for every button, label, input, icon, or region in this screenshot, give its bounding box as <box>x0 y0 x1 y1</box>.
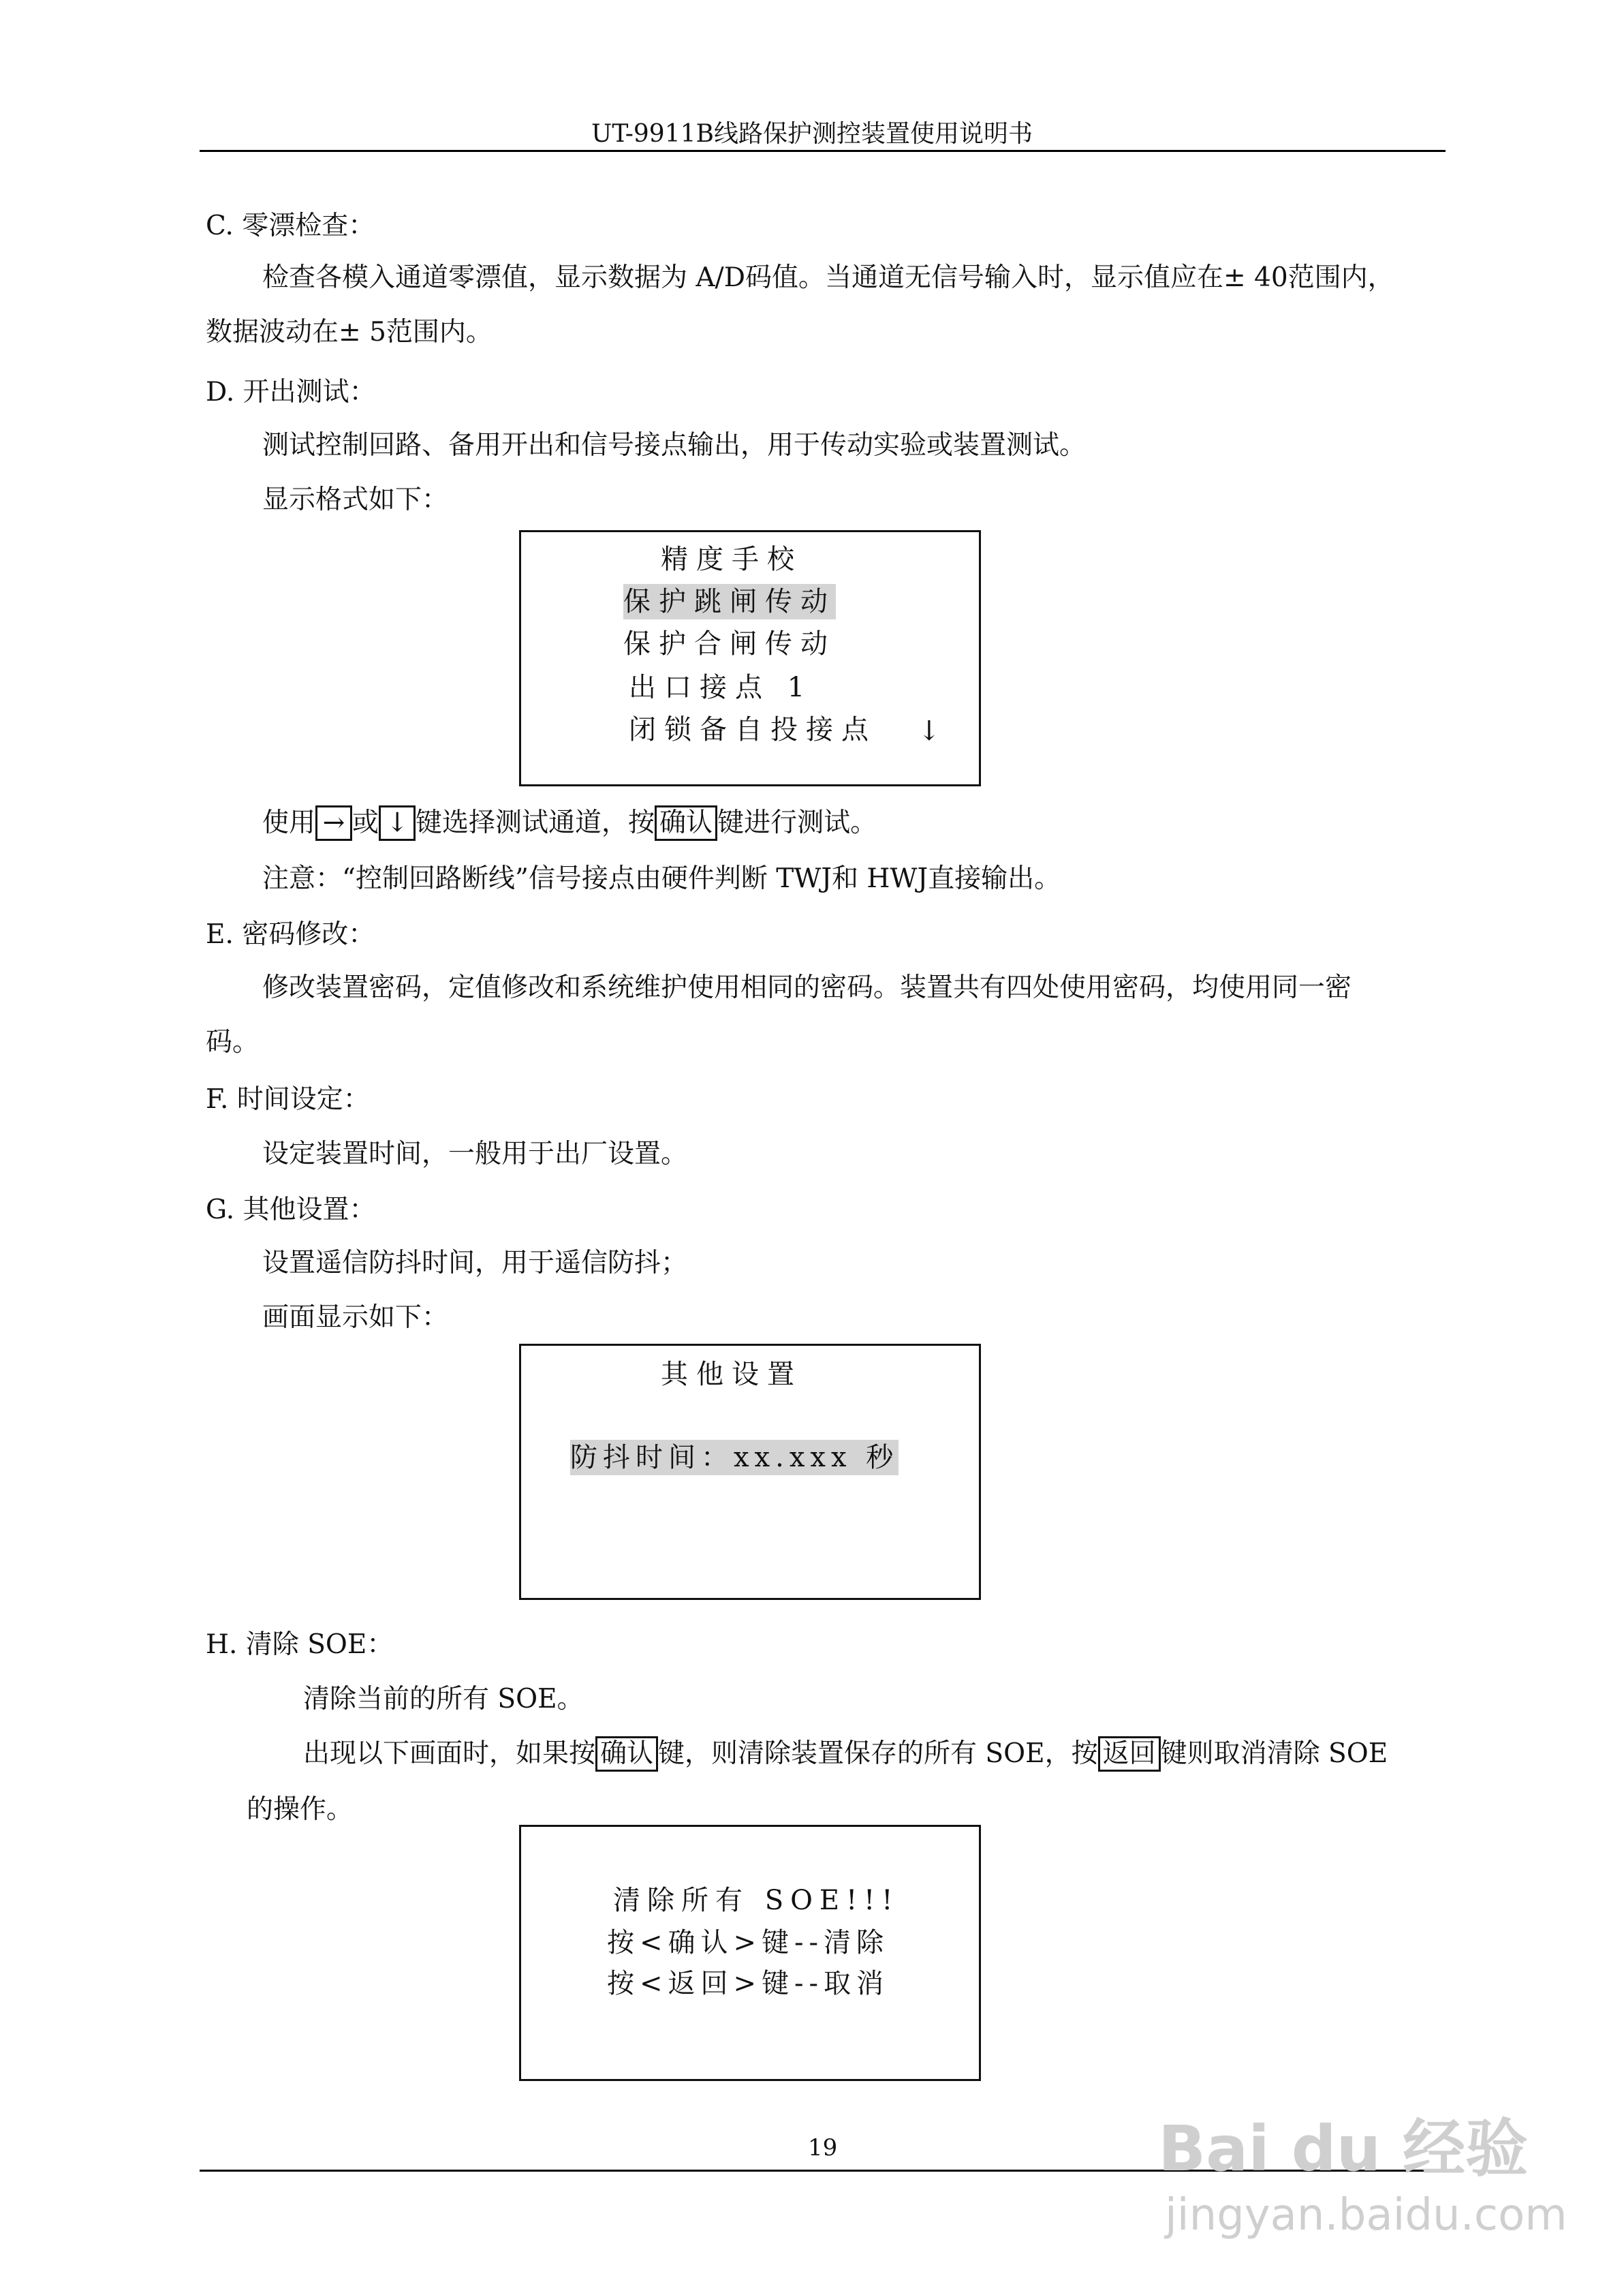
usage-prefix: 使用 <box>262 807 316 838</box>
section-h-para1: 清除当前的所有 SOE。 <box>303 1684 584 1714</box>
section-e-heading: E. 密码修改： <box>206 919 375 950</box>
screen-item-selected[interactable]: 保护跳闸传动 <box>623 584 836 619</box>
section-f-heading: F. 时间设定： <box>206 1084 370 1115</box>
key-back: 返回 <box>1098 1736 1161 1772</box>
section-f-para: 设定装置时间，一般用于出厂设置。 <box>262 1139 688 1169</box>
header-title: UT-9911B线路保护测控装置使用说明书 <box>591 120 1033 148</box>
usage-or: 或 <box>352 807 379 838</box>
usage-mid: 键选择测试通道，按 <box>416 807 655 838</box>
other-settings-screen <box>519 1344 981 1600</box>
section-g-para2: 画面显示如下： <box>262 1302 449 1333</box>
screen-item[interactable]: 保护合闸传动 <box>623 628 836 660</box>
usage-suffix: 键进行测试。 <box>717 807 877 838</box>
section-e-para-line2: 码。 <box>206 1027 260 1058</box>
screen-line-warning: 清除所有 SOE!!! <box>613 1885 900 1916</box>
screen-title: 其他设置 <box>661 1359 802 1390</box>
para2-mid: 键，则清除装置保存的所有 SOE，按 <box>658 1738 1098 1769</box>
screen-item[interactable]: 出口接点 1 <box>629 672 813 703</box>
section-c-para-line1: 检查各模入通道零漂值，显示数据为 A/D码值。当通道无信号输入时，显示值应在± 40范围内， <box>262 262 1394 293</box>
section-h-heading: H. 清除 SOE： <box>206 1629 394 1660</box>
screen-item[interactable]: 闭锁备自投接点 <box>629 714 877 745</box>
para2-prefix: 出现以下画面时，如果按 <box>303 1738 596 1769</box>
key-down-arrow: ↓ <box>379 805 416 841</box>
section-g-para1: 设置遥信防抖时间，用于遥信防抖； <box>262 1248 688 1278</box>
screen-line-confirm: 按<确认>键--清除 <box>607 1927 890 1958</box>
section-d-heading: D. 开出测试： <box>206 377 376 407</box>
section-d-para1: 测试控制回路、备用开出和信号接点输出，用于传动实验或装置测试。 <box>262 430 1087 461</box>
screen-title: 精度手校 <box>661 544 802 575</box>
scroll-down-icon: ↓ <box>918 715 941 747</box>
debounce-time-item[interactable]: 防抖时间：xx.xxx 秒 <box>570 1440 899 1475</box>
section-d-usage <box>262 805 877 841</box>
para2-suffix: 键则取消清除 SOE <box>1160 1738 1388 1769</box>
screen-line-cancel: 按<返回>键--取消 <box>607 1968 890 1999</box>
key-right-arrow: → <box>315 805 352 841</box>
section-h-para2 <box>303 1736 1388 1772</box>
test-output-screen <box>519 530 981 786</box>
key-confirm: 确认 <box>655 805 717 841</box>
section-h-para2-line2: 的操作。 <box>247 1794 354 1825</box>
section-g-heading: G. 其他设置： <box>206 1195 376 1225</box>
section-d-note: 注意：“控制回路断线”信号接点由硬件判断 TWJ和 HWJ直接输出。 <box>262 863 1061 894</box>
header-rule <box>200 150 1446 152</box>
baidu-watermark-logo: Bai du 经验 <box>1158 2112 1529 2185</box>
key-confirm: 确认 <box>595 1736 658 1772</box>
section-d-para2: 显示格式如下： <box>262 484 449 515</box>
section-c-para-line2: 数据波动在± 5范围内。 <box>206 317 493 348</box>
baidu-watermark-url: jingyan.baidu.com <box>1165 2190 1567 2240</box>
section-e-para-line1: 修改装置密码，定值修改和系统维护使用相同的密码。装置共有四处使用密码，均使用同一密 <box>262 972 1352 1003</box>
section-c-heading: C. 零漂检查： <box>206 211 375 241</box>
clear-soe-screen <box>519 1825 981 2081</box>
page-number: 19 <box>808 2134 838 2161</box>
